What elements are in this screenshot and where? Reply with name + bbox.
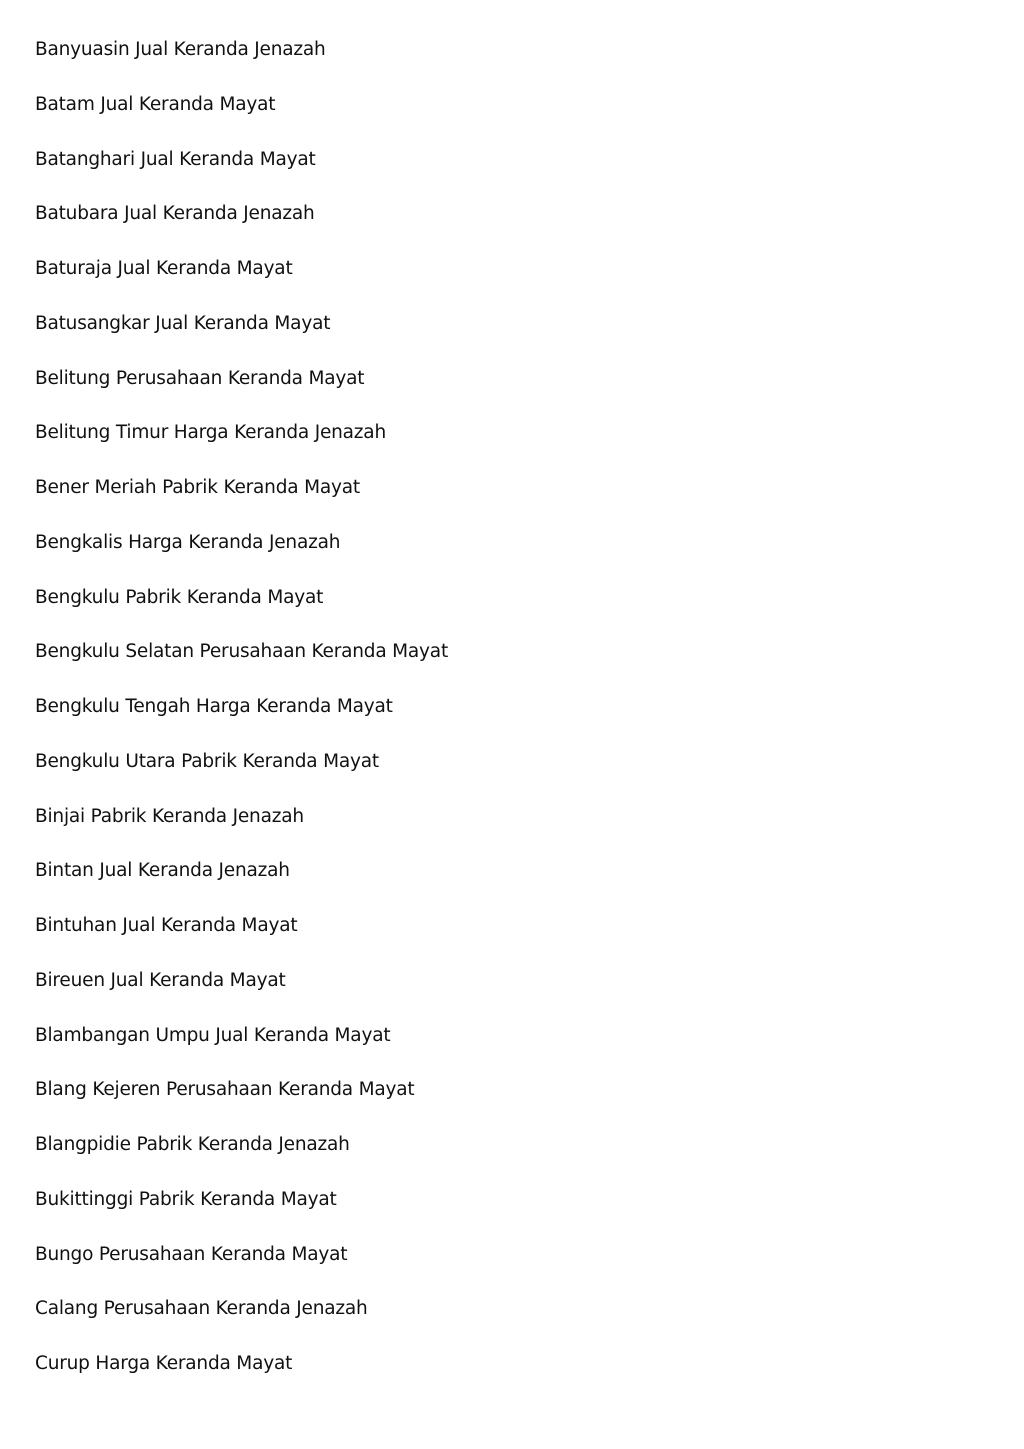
list-item: Batanghari Jual Keranda Mayat [35, 148, 316, 170]
list-item: Banyuasin Jual Keranda Jenazah [35, 39, 326, 60]
list-item: Blangpidie Pabrik Keranda Jenazah [35, 1134, 350, 1155]
list-item: Binjai Pabrik Keranda Jenazah [35, 805, 304, 827]
list-item: Blambangan Umpu Jual Keranda Mayat [35, 1024, 391, 1046]
list-item: Batam Jual Keranda Mayat [35, 93, 276, 115]
list-item: Batubara Jual Keranda Jenazah [35, 203, 315, 225]
list-item: Bengkulu Tengah Harga Keranda Mayat [35, 696, 393, 717]
list-item: Baturaja Jual Keranda Mayat [35, 258, 293, 279]
list-item: Curup Harga Keranda Mayat [35, 1353, 293, 1374]
list-item: Bengkulu Utara Pabrik Keranda Mayat [35, 750, 379, 772]
list-item: Bener Meriah Pabrik Keranda Mayat [35, 477, 360, 498]
list-item: Belitung Perusahaan Keranda Mayat [35, 367, 365, 389]
list-item: Calang Perusahaan Keranda Jenazah [35, 1298, 368, 1320]
list-item: Bukittinggi Pabrik Keranda Mayat [35, 1188, 337, 1210]
list-item: Bengkulu Pabrik Keranda Mayat [35, 586, 324, 608]
list-item: Bungo Perusahaan Keranda Mayat [35, 1243, 348, 1265]
entry-list [35, 36, 995, 1405]
list-item: Bengkalis Harga Keranda Jenazah [35, 531, 341, 553]
list-item: Belitung Timur Harga Keranda Jenazah [35, 422, 386, 444]
list-item: Batusangkar Jual Keranda Mayat [35, 312, 331, 334]
list-item: Blang Kejeren Perusahaan Keranda Mayat [35, 1079, 415, 1101]
list-item: Bintan Jual Keranda Jenazah [35, 860, 290, 882]
list-item: Bintuhan Jual Keranda Mayat [35, 915, 298, 936]
list-item: Bireuen Jual Keranda Mayat [35, 969, 286, 991]
list-item: Bengkulu Selatan Perusahaan Keranda Mayat [35, 641, 449, 663]
